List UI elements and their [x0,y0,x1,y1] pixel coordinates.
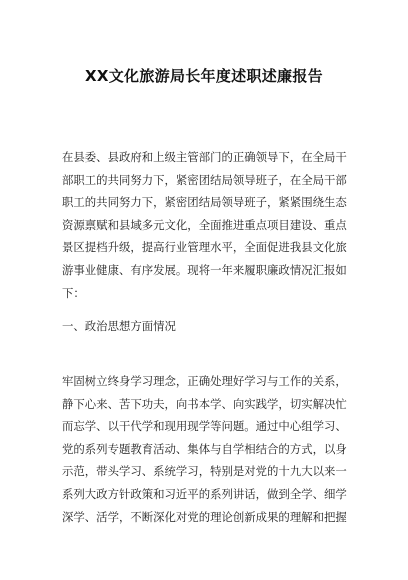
paragraph-line: 系列大政方针政策和习近平的系列讲话，做到全学、细学 [62,486,347,501]
paragraph-line: 而忘学、以干代学和现用现学等问题。通过中心组学习、 [62,419,347,434]
paragraph-line: 党的系列专题教育活动、集体与自学相结合的方式，以身 [62,441,347,456]
paragraph-line: 资源禀赋和县域多元文化，全面推进重点项目建设、重点 [62,217,347,232]
paragraph-line: 部职工的共同努力下，紧密团结局领导班子，在全局干部 [62,172,347,187]
paragraph-line: 游事业健康、有序发展。现将一年来履职廉政情况汇报如 [62,262,347,277]
document-title: XX文化旅游局长年度述职述廉报告 [85,67,323,85]
section-paragraph [62,370,352,528]
paragraph-line: 下： [62,285,85,300]
paragraph-line: 示范，带头学习、系统学习，特别是对党的十九大以来一 [62,464,347,479]
paragraph-line: 深学、活学，不断深化对党的理论创新成果的理解和把握 [62,509,347,524]
intro-paragraph [62,146,352,304]
paragraph-line: 在县委、县政府和上级主管部门的正确领导下，在全局干 [62,150,347,164]
paragraph-line: 牢固树立终身学习理念，正确处理好学习与工作的关系， [62,374,347,388]
section-heading: 一、政治思想方面情况 [62,319,176,333]
paragraph-line: 职工的共同努力下，紧密团结局领导班子，紧紧围绕生态 [62,195,347,210]
paragraph-line: 景区提档升级，提高行业管理水平，全面促进我县文化旅 [62,240,347,255]
paragraph-line: 静下心来、苦下功夫，向书本学、向实践学，切实解决忙 [62,396,347,411]
